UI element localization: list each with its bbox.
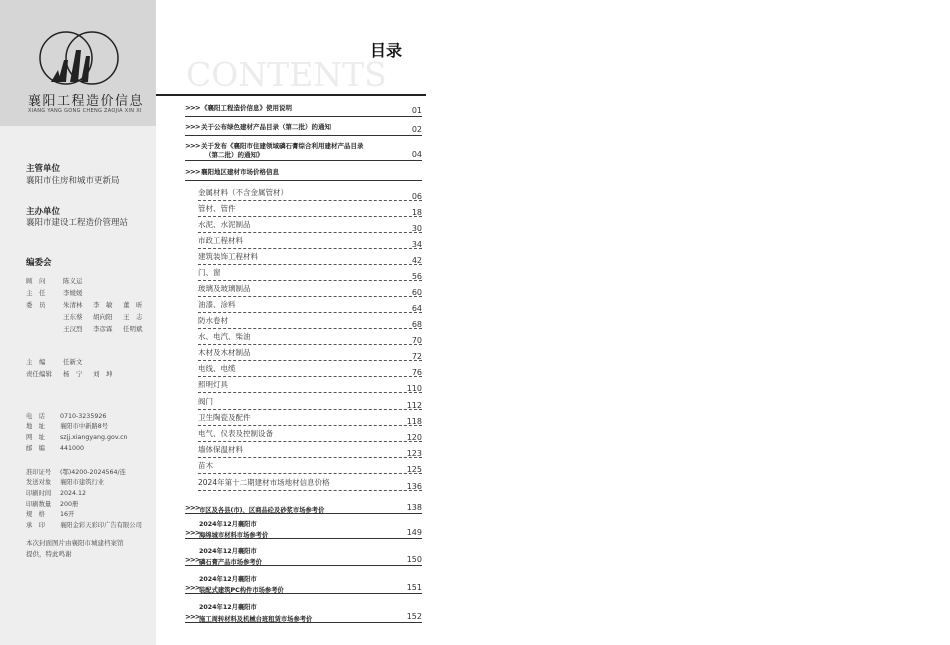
publication-value: (鄂)4200-2024564/连 [60, 469, 126, 476]
toc-bottom-item[interactable] [185, 574, 422, 594]
board-row [26, 300, 153, 309]
toc-sub-item[interactable] [198, 219, 422, 233]
toc-main-title: 关于发布《襄阳市住建领域磷石膏综合利用建材产品目录 [201, 142, 364, 150]
double-chevron-icon: >>> [185, 104, 200, 112]
toc-main-page: 02 [411, 125, 422, 134]
toc-sub-item[interactable] [198, 187, 422, 201]
toc-main-title-line2: （第二批）的通知》 [205, 151, 264, 159]
publication-row [26, 499, 78, 508]
toc-sub-item[interactable] [198, 460, 422, 474]
toc-bottom-title: 施工周转材料及机械台班租赁市场参考价 [199, 616, 313, 623]
toc-sub-page: 112 [406, 401, 422, 410]
toc-bottom-title: 海绵城市材料市场参考价 [199, 532, 269, 539]
contact-value: 441000 [60, 445, 85, 452]
publication-row [26, 467, 126, 476]
double-chevron-icon: >>> [185, 123, 200, 131]
toc-sub-page: 30 [411, 224, 422, 233]
board-member: 王东蔡 [63, 313, 83, 321]
sidebar [0, 0, 156, 645]
contact-label: 地 址 [26, 423, 45, 430]
supervisor-name: 襄阳市住房和城市更新局 [26, 176, 120, 186]
double-chevron-icon: >>> [185, 584, 200, 592]
publication-label: 准印证号 [26, 469, 52, 476]
toc-sub-title: 苗木 [198, 461, 213, 470]
toc-sub-page: 60 [411, 288, 422, 297]
publication-label: 印刷时间 [26, 490, 52, 497]
toc-bottom-date: 2024年12月襄阳市 [199, 548, 257, 555]
toc-sub-item[interactable] [198, 412, 422, 426]
toc-sub-title: 照明灯具 [198, 380, 228, 389]
toc-sub-title: 市政工程材料 [198, 236, 243, 245]
toc-sub-page: 68 [411, 320, 422, 329]
cover-note-line2: 提供，特此鸣谢 [26, 550, 72, 558]
publication-label: 规 格 [26, 511, 45, 518]
toc-sub-item[interactable] [198, 396, 422, 410]
toc-bottom-item[interactable] [185, 602, 422, 623]
publication-row [26, 488, 86, 497]
toc-main-item[interactable] [185, 122, 422, 136]
double-chevron-icon: >>> [185, 142, 200, 150]
toc-sub-title: 门、窗 [198, 268, 221, 277]
toc-sub-page: 70 [411, 336, 422, 345]
toc-main-item[interactable] [185, 167, 422, 181]
double-chevron-icon: >>> [185, 504, 200, 512]
host-name: 襄阳市建设工程造价管理站 [26, 218, 129, 228]
board-member: 李彦霖 [93, 325, 113, 333]
toc-sub-page: 56 [411, 272, 422, 281]
toc-sub-item[interactable] [198, 444, 422, 458]
toc-sub-title: 水、电汽、柴油 [198, 332, 251, 341]
publication-row [26, 477, 104, 486]
toc-sub-page: 118 [406, 417, 422, 426]
board-member: 任明斌 [123, 325, 143, 333]
board-member: 王 志 [123, 313, 143, 321]
toc-sub-title: 阀门 [198, 397, 213, 406]
double-chevron-icon: >>> [185, 556, 200, 564]
toc-bottom-item[interactable] [185, 502, 422, 514]
contact-label: 邮 编 [26, 445, 45, 452]
double-chevron-icon: >>> [185, 168, 200, 176]
contact-value: szjj.xiangyang.gov.cn [60, 434, 128, 441]
publication-value: 2024.12 [60, 490, 87, 497]
toc-bottom-page: 151 [406, 583, 422, 592]
contact-label: 电 话 [26, 413, 45, 420]
toc-sub-page: 120 [406, 433, 422, 442]
toc-bottom-date: 2024年12月襄阳市 [199, 521, 257, 528]
contact-label: 网 址 [26, 434, 45, 441]
toc-sub-title: 墙体保温材料 [198, 445, 243, 454]
toc-bottom-page: 138 [406, 503, 422, 512]
toc-sub-title: 防水卷材 [198, 316, 228, 325]
toc-sub-item[interactable] [198, 283, 422, 297]
toc-sub-page: 06 [411, 192, 422, 201]
supervisor-label: 主管单位 [26, 164, 61, 174]
toc-sub-title: 玻璃及玻璃制品 [198, 284, 251, 293]
board-member: 陈义运 [63, 277, 83, 285]
board-row [26, 288, 93, 297]
board-member: 董 昕 [123, 301, 143, 309]
toc-sub-page: 136 [406, 482, 422, 491]
toc-sub-title: 电气、仪表及控制设备 [198, 429, 273, 438]
toc-sub-item[interactable] [198, 477, 422, 491]
board-member: 朱清林 [63, 301, 83, 309]
toc-main-page: 01 [411, 106, 422, 115]
toc-sub-item[interactable] [198, 267, 422, 281]
toc-sub-item[interactable] [198, 379, 422, 393]
contact-row [26, 411, 106, 420]
toc-sub-item[interactable] [198, 331, 422, 345]
double-chevron-icon: >>> [185, 613, 200, 621]
editor-role: 主 编 [26, 358, 46, 366]
contact-row [26, 421, 108, 430]
toc-main-title: 《襄阳工程造价信息》使用说明 [201, 104, 292, 112]
publication-value: 襄阳市建筑行业 [60, 479, 105, 486]
toc-sub-title: 卫生陶瓷及配件 [198, 413, 251, 422]
cover-note-line1: 本次封面图片由襄阳市城建档案馆 [26, 539, 124, 547]
board-row [26, 276, 93, 285]
board-member: 王汉烈 [63, 325, 83, 333]
toc-sub-title: 电线、电缆 [198, 364, 236, 373]
board-label: 编委会 [26, 258, 52, 268]
toc-sub-page: 123 [406, 449, 422, 458]
toc-main-title: 关于公布绿色建材产品目录（第二批）的通知 [201, 123, 331, 131]
toc-sub-page: 64 [411, 304, 422, 313]
editor-name: 杨 宁 [63, 370, 83, 378]
publication-row [26, 509, 74, 518]
toc-sub-item[interactable] [198, 315, 422, 329]
toc-bottom-title: 市区及各县(市)、区商品砼及砂浆市场参考价 [199, 507, 325, 514]
toc-sub-title: 金属材料（不含金属管材） [198, 188, 288, 197]
toc-sub-page: 34 [411, 240, 422, 249]
double-chevron-icon: >>> [185, 529, 200, 537]
contents-title-cn: 目录 [370, 41, 403, 60]
toc-sub-title: 2024年第十二期建材市场地材信息价格 [198, 478, 330, 487]
board-row [26, 324, 153, 333]
board-member: 李媛媛 [63, 289, 83, 297]
toc-sub-page: 76 [411, 368, 422, 377]
editor-name: 任新文 [63, 358, 83, 366]
editor-row [26, 357, 93, 366]
toc-bottom-title: 磷石膏产品市场参考价 [199, 559, 262, 566]
toc-main-page: 04 [411, 150, 422, 159]
brand-pinyin: XIANG YANG GONG CHENG ZAOJIA XIN XI [28, 108, 142, 114]
brand-name: 襄阳工程造价信息 [28, 94, 145, 109]
contact-value: 襄阳市中新路8号 [60, 423, 109, 430]
toc-sub-title: 管材、管件 [198, 204, 236, 213]
toc-sub-item[interactable] [198, 203, 422, 217]
toc-bottom-title: 装配式建筑PC构件市场参考价 [199, 587, 284, 594]
publication-label: 印刷数量 [26, 501, 52, 508]
editor-name: 刘 坤 [93, 370, 113, 378]
toc-sub-page: 72 [411, 352, 422, 361]
board-role: 顾 问 [26, 277, 46, 285]
editor-row [26, 369, 123, 378]
logo-icon [36, 30, 126, 90]
toc-sub-page: 125 [406, 465, 422, 474]
logo-block [0, 0, 156, 126]
contact-row [26, 443, 84, 452]
toc-bottom-item[interactable] [185, 546, 422, 566]
toc-sub-item[interactable] [198, 235, 422, 249]
board-member: 胡向阳 [93, 313, 113, 321]
toc-sub-title: 木材及木材制品 [198, 348, 251, 357]
publication-label: 承 印 [26, 522, 45, 529]
toc-sub-item[interactable] [198, 347, 422, 361]
toc-bottom-page: 150 [406, 555, 422, 564]
toc-sub-page: 42 [411, 256, 422, 265]
toc-main-item[interactable] [185, 141, 422, 161]
toc-sub-item[interactable] [198, 363, 422, 377]
contents-title-en: CONTENTS [186, 55, 387, 94]
board-role: 委 员 [26, 301, 46, 309]
editor-role: 责任编辑 [26, 370, 52, 378]
contact-row [26, 432, 128, 441]
toc-main-title: 襄阳地区建材市场价格信息 [201, 168, 279, 176]
toc-bottom-date: 2024年12月襄阳市 [199, 576, 257, 583]
toc-sub-item[interactable] [198, 251, 422, 265]
publication-value: 襄阳金彩天彩印广告有限公司 [60, 522, 142, 529]
toc-sub-page: 110 [406, 384, 422, 393]
board-role: 主 任 [26, 289, 46, 297]
toc-bottom-page: 149 [406, 528, 422, 537]
publication-label: 发送对象 [26, 479, 52, 486]
toc-bottom-page: 152 [406, 612, 422, 621]
publication-row [26, 520, 142, 529]
publication-value: 16开 [60, 511, 75, 518]
contact-value: 0710-3235926 [60, 413, 107, 420]
toc-bottom-item[interactable] [185, 519, 422, 539]
toc-sub-item[interactable] [198, 428, 422, 442]
publication-value: 200册 [60, 501, 79, 508]
board-member: 李 敏 [93, 301, 113, 309]
toc-sub-title: 油漆、涂料 [198, 300, 236, 309]
header-divider [156, 94, 426, 96]
toc-sub-item[interactable] [198, 299, 422, 313]
toc-sub-title: 水泥、水泥制品 [198, 220, 251, 229]
host-label: 主办单位 [26, 207, 61, 217]
toc-sub-title: 建筑装饰工程材料 [198, 252, 258, 261]
toc-bottom-date: 2024年12月襄阳市 [199, 604, 257, 611]
toc-sub-page: 18 [411, 208, 422, 217]
toc-main-item[interactable] [185, 103, 422, 117]
board-row [26, 312, 153, 321]
